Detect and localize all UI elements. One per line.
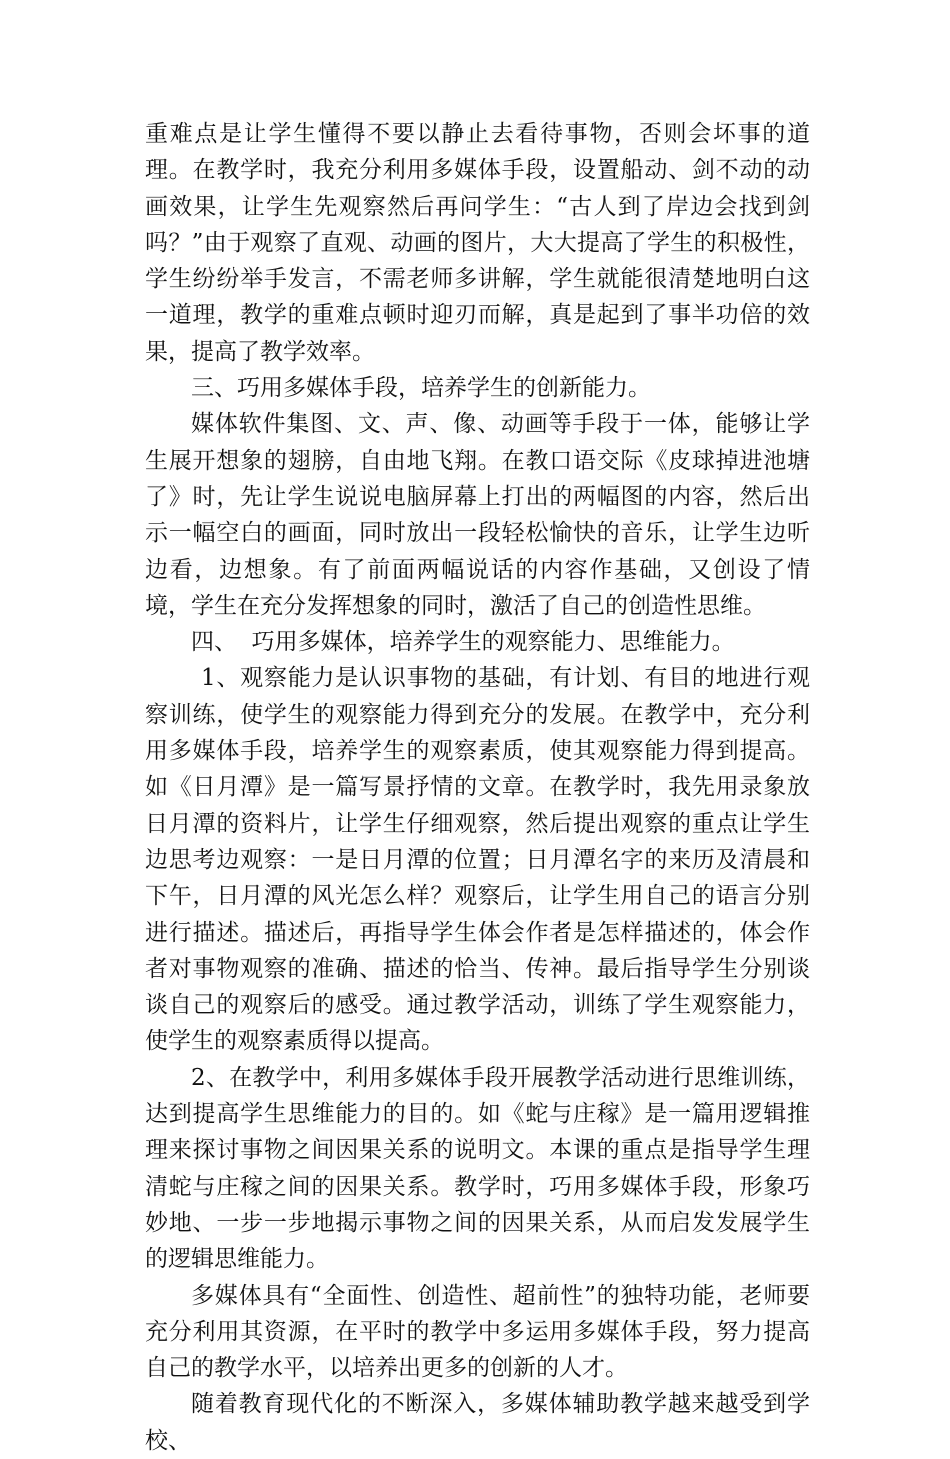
paragraph-continuation: 重难点是让学生懂得不要以静止去看待事物，否则会坏事的道理。在教学时，我充分利用多媒体手段，设置船动、剑不动的动画效果，让学生先观察然后再问学生：“古人到了岸边会找到剑吗？”由于观察了直观、动画的图片，大大提高了学生的积极性，学生纷纷举手发言，不需老师多讲解，学生就能很清楚地明白这一道理，教学的重难点顿时迎刃而解，真是起到了事半功倍的效果，提高了教学效率。 xyxy=(145,121,810,365)
section-heading-3: 三、巧用多媒体手段，培养学生的创新能力。 xyxy=(191,375,651,402)
paragraph-multimedia-features: 多媒体具有“全面性、创造性、超前性”的独特功能，老师要充分利用其资源，在平时的教学中多运用多媒体手段，努力提高自己的教学水平，以培养出更多的创新的人才。 xyxy=(145,1282,810,1382)
section-heading-4: 四、 巧用多媒体，培养学生的观察能力、思维能力。 xyxy=(191,629,735,656)
document-body xyxy=(145,116,810,1459)
paragraph-thinking-ability: 2、在教学中，利用多媒体手段开展教学活动进行思维训练，达到提高学生思维能力的目的。如《蛇与庄稼》是一篇用逻辑推理来探讨事物之间因果关系的说明文。本课的重点是指导学生理清蛇与庄稼之间的因果关系。教学时，巧用多媒体手段，形象巧妙地、一步一步地揭示事物之间的因果关系，从而启发发展学生的逻辑思维能力。 xyxy=(145,1064,810,1273)
paragraph-education-modernization: 随着教育现代化的不断深入，多媒体辅助教学越来越受到学校、 xyxy=(145,1391,810,1454)
paragraph-observation-ability: 1、观察能力是认识事物的基础，有计划、有目的地进行观察训练，使学生的观察能力得到充分的发展。在教学中，充分利用多媒体手段，培养学生的观察素质，使其观察能力得到提高。如《日月潭》是一篇写景抒情的文章。在教学时，我先用录象放日月潭的资料片，让学生仔细观察，然后提出观察的重点让学生边思考边观察：一是日月潭的位置；日月潭名字的来历及清晨和下午，日月潭的风光怎么样？观察后，让学生用自己的语言分别进行描述。描述后，再指导学生体会作者是怎样描述的，体会作者对事物观察的准确、描述的恰当、传神。最后指导学生分别谈谈自己的观察后的感受。通过教学活动，训练了学生观察能力，使学生的观察素质得以提高。 xyxy=(145,665,810,1055)
paragraph-media-software: 媒体软件集图、文、声、像、动画等手段于一体，能够让学生展开想象的翅膀，自由地飞翔。在教口语交际《皮球掉进池塘了》时，先让学生说说电脑屏幕上打出的两幅图的内容，然后出示一幅空白的画面，同时放出一段轻松愉快的音乐，让学生边听边看，边想象。有了前面两幅说话的内容作基础，又创设了情境，学生在充分发挥想象的同时，激活了自己的创造性思维。 xyxy=(145,411,810,619)
